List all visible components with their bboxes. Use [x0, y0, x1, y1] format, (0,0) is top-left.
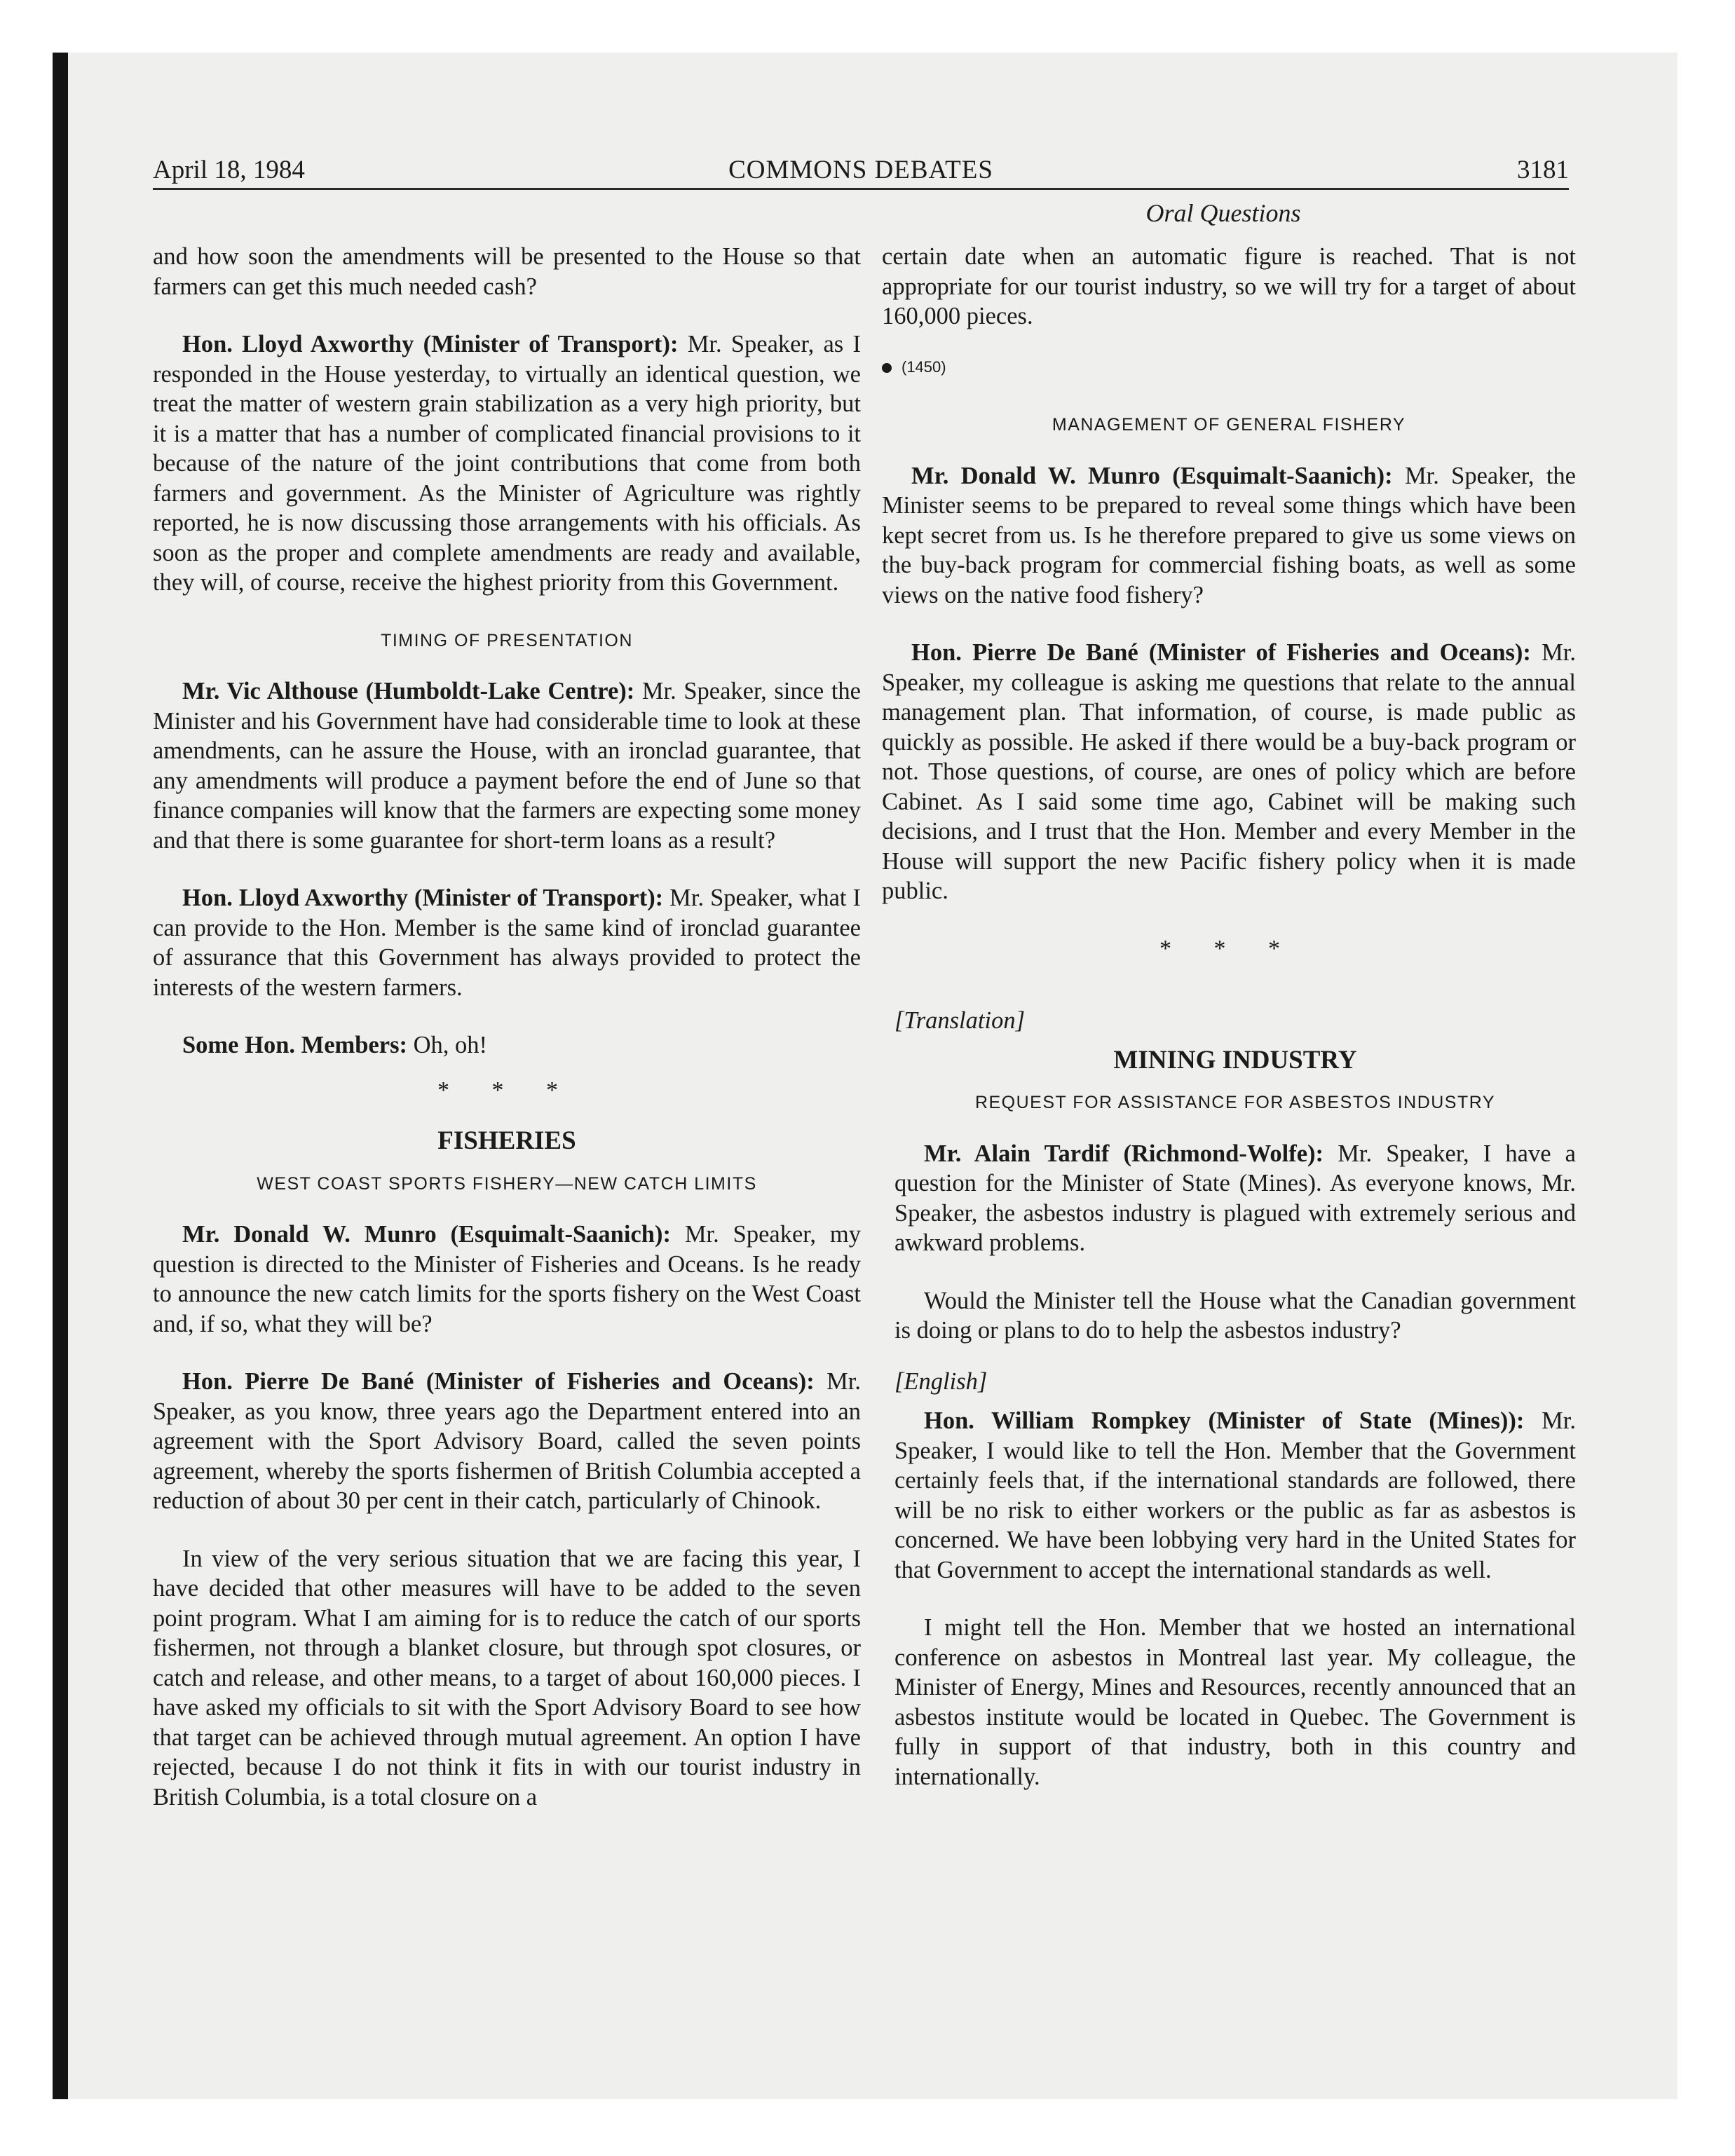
speech-text: Mr. Speaker, what I can provide to the Hon. Member is the same kind of ironclad guarantee of assurance that this Government has always provided to protect the interests of the western farmers.	[153, 885, 861, 1001]
subheading: WEST COAST SPORTS FISHERY—NEW CATCH LIMITS	[257, 1173, 757, 1194]
paragraph	[153, 883, 861, 1002]
speaker-name: Mr. Alain Tardif (Richmond-Wolfe):	[924, 1140, 1324, 1167]
speaker-name: Mr. Donald W. Munro (Esquimalt-Saanich):	[911, 462, 1393, 489]
speech-text: Mr. Speaker, my colleague is asking me questions that relate to the annual management plan. That information, of course, is made public as quickly as possible. He asked if there would be a buy-back program or not. Those questions, of course, are ones of policy which are before Cabinet. As I said some time ago, Cabinet will be making such decisions, and I trust that the Hon. Member and every Member in the House will support the new Pacific fishery policy when it is made public.	[882, 639, 1576, 904]
section-heading: FISHERIES	[437, 1126, 576, 1155]
speech-text: Oh, oh!	[407, 1032, 488, 1058]
paragraph	[894, 1406, 1576, 1585]
paragraph: In view of the very serious situation that we are facing this year, I have decided that other measures will have to be added to the seven point program. What I am aiming for is to reduce the catch of our sports fishermen, not through a blanket closure, but through spot closures, or catch and release, and other means, to a target of about 160,000 pieces. I have asked my officials to sit with the Sport Advisory Board to see how that target can be achieved through mutual agreement. An option I have rejected, because I do not think it fits in with our tourist industry in British Columbia, is a total closure on a	[153, 1545, 861, 1810]
section-heading: MINING INDUSTRY	[1113, 1045, 1357, 1074]
speaker-name: Hon. Lloyd Axworthy (Minister of Transport):	[182, 331, 679, 357]
paragraph	[153, 676, 861, 855]
time-marker	[882, 353, 1576, 383]
speaker-name: Hon. William Rompkey (Minister of State (Mines)):	[924, 1407, 1525, 1434]
bullet-icon	[882, 363, 892, 373]
speech-text: Mr. Speaker, I have a question for the Minister of State (Mines). As everyone knows, Mr. Speaker, the asbestos industry is plagued with extremely serious and awkward problems.	[894, 1140, 1576, 1256]
header-page-number: 3181	[1517, 156, 1569, 184]
speech-text: Mr. Speaker, as you know, three years ago the Department entered into an agreement with the Sport Advisory Board, called the seven points agreement, whereby the sports fishermen of British Columbia accepted a reduction of about 30 per cent in their catch, particularly of Chinook.	[153, 1368, 862, 1514]
speaker-name: Hon. Pierre De Bané (Minister of Fisheries and Oceans):	[182, 1368, 815, 1395]
speaker-name: Hon. Lloyd Axworthy (Minister of Transport):	[182, 885, 664, 911]
speech-text: Mr. Speaker, I would like to tell the Hon. Member that the Government certainly feels that, if the international standards are followed, there will be no risk to either workers or the public as far as asbestos is concerned. We have been lobbying very hard in the United States for that Government to accept the international standards as well.	[894, 1407, 1576, 1583]
language-marker: [Translation]	[894, 1007, 1025, 1034]
left-column	[153, 242, 861, 1840]
subheading: TIMING OF PRESENTATION	[381, 630, 633, 650]
paragraph: certain date when an automatic figure is reached. That is not appropriate for our tourist industry, so we will try for a target of about 160,000 pieces.	[882, 243, 1576, 329]
scan-edge-shadow	[53, 53, 68, 2099]
language-marker: [English]	[894, 1367, 988, 1395]
paragraph	[882, 638, 1576, 906]
page-header	[153, 149, 1569, 190]
speech-text: Mr. Speaker, as I responded in the House yesterday, to virtually an identical question, we treat the matter of western grain stabilization as a very high priority, but it is a matter that has a number of complicated financial provisions to it because of the nature of the joint contributions that come from both farmers and government. As the Minister of Agriculture was rightly reported, he is now discussing those arrangements with his officials. As soon as the proper and complete amendments are ready and available, they will, of course, receive the highest priority from this Government.	[153, 331, 861, 596]
paragraph	[153, 1030, 861, 1060]
paragraph: and how soon the amendments will be presented to the House so that farmers can get this much needed cash?	[153, 243, 861, 300]
header-date: April 18, 1984	[153, 156, 305, 184]
paragraph: Would the Minister tell the House what the Canadian government is doing or plans to do to help the asbestos industry?	[894, 1287, 1576, 1344]
paragraph	[894, 1139, 1576, 1258]
speaker-name: Hon. Pierre De Bané (Minister of Fisheries and Oceans):	[911, 639, 1531, 666]
subheading: REQUEST FOR ASSISTANCE FOR ASBESTOS INDUSTRY	[974, 1093, 1496, 1112]
time-marker-label: (1450)	[901, 357, 946, 376]
speech-text: Mr. Speaker, since the Minister and his Government have had considerable time to look at these amendments, can he assure the House, with an ironclad guarantee, that any amendments will produce a payment before the end of June so that finance companies will know that the farmers are expecting some money and that there is some guarantee for short-term loans as a result?	[153, 678, 861, 854]
subheading: MANAGEMENT OF GENERAL FISHERY	[1052, 415, 1406, 435]
speech-text: Mr. Speaker, my question is directed to the Minister of Fisheries and Oceans. Is he ready to announce the new catch limits for the sports fishery on the West Coast and, if so, what they will be?	[153, 1221, 861, 1337]
paragraph	[153, 1220, 861, 1339]
section-divider-stars: * * *	[437, 1077, 576, 1103]
paragraph: I might tell the Hon. Member that we hosted an international conference on asbestos in Montreal last year. My colleague, the Minister of Energy, Mines and Resources, recently announced that an asbestos institute would be located in Quebec. The Government is fully in support of that industry, both in this country and internationally.	[894, 1614, 1576, 1790]
speaker-name: Mr. Vic Althouse (Humboldt-Lake Centre):	[182, 678, 635, 704]
speaker-name: Some Hon. Members:	[182, 1032, 407, 1058]
speaker-name: Mr. Donald W. Munro (Esquimalt-Saanich):	[182, 1221, 671, 1248]
header-title: COMMONS DEBATES	[728, 156, 993, 184]
right-column	[882, 242, 1576, 1820]
paragraph	[153, 329, 861, 598]
section-divider-stars: * * *	[1159, 935, 1298, 962]
paragraph	[153, 1367, 861, 1516]
paragraph	[882, 461, 1576, 610]
speech-text: Mr. Speaker, the Minister seems to be prepared to reveal some things which have been kept secret from us. Is he therefore prepared to give us some views on the buy-back program for commercial fishing boats, as well as some views on the native food fishery?	[882, 462, 1576, 608]
running-head: Oral Questions	[1145, 199, 1301, 227]
